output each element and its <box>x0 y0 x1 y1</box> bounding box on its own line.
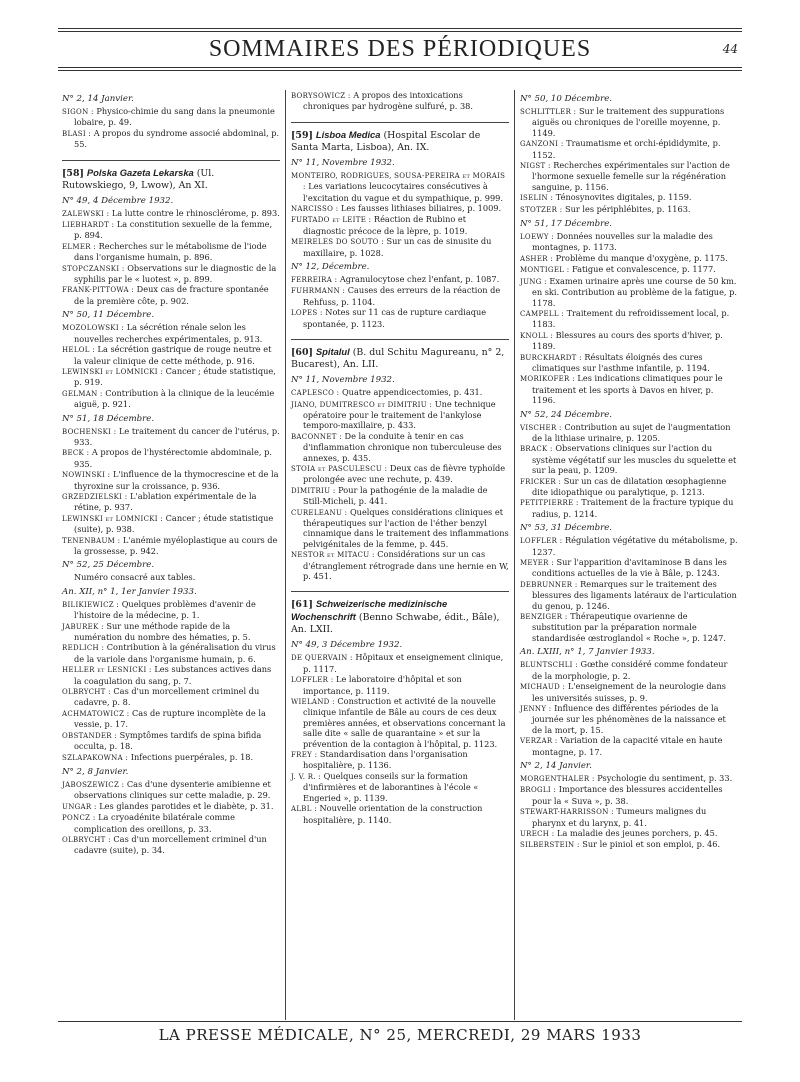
article-author: BENZIGER : <box>519 613 568 622</box>
article-title: La sécrétion rénale selon les nouvelles recherches expérimentales, p. 913. <box>74 322 263 344</box>
article-author: MONTEIRO, RODRIGUES, SOUSA-PEREIRA et MORAIS : <box>290 171 506 192</box>
article-title: Quelques problèmes d'avenir de l'histoire de la médecine, p. 1. <box>74 598 256 621</box>
article-author: NIGST : <box>519 162 551 171</box>
article-author: LOFFLER : <box>519 537 563 546</box>
header-rule <box>58 67 742 68</box>
article-entry <box>291 236 509 258</box>
article-title: Le traitement du cancer de l'utérus, p. 933. <box>74 425 280 447</box>
article-title: Agranulocytose chez l'enfant, p. 1087. <box>339 274 500 285</box>
article-entry <box>520 773 738 784</box>
article-entry <box>62 708 280 730</box>
article-author: ELMER : <box>62 242 96 251</box>
article-entry <box>520 828 738 839</box>
article-entry <box>291 771 509 803</box>
article-author: MONTIGEL : <box>519 266 570 275</box>
article-title: Les fausses lithiases biliaires, p. 1009. <box>340 203 502 214</box>
article-author: SZLAPAKOWNA : <box>62 753 129 762</box>
issue-heading: N° 50, 11 Décembre. <box>62 310 155 321</box>
article-author: URECH : <box>519 829 555 838</box>
article-entry <box>520 422 738 444</box>
issue-heading: N° 51, 17 Décembre. <box>519 219 613 230</box>
article-entry <box>62 599 280 621</box>
article-author: FURTADO et LEITE : <box>290 216 372 225</box>
article-title: Notes sur 11 cas de rupture cardiaque spontanée, p. 1123. <box>302 307 487 329</box>
article-title: Quatre appendicectomies, p. 431. <box>341 387 483 398</box>
header-rule-2 <box>58 70 742 71</box>
article-author: HELOL : <box>62 346 95 355</box>
article-entry <box>62 241 280 263</box>
column-divider <box>285 90 286 1020</box>
article-title: Importance des blessures accidentelles pour la « Suva », p. 38. <box>531 784 723 806</box>
article-title: Réaction de Rubino et diagnostic précoce de la lèpre, p. 1019. <box>302 214 468 236</box>
journal-heading <box>62 160 280 192</box>
article-author: BOCHENSKI : <box>62 427 117 436</box>
article-entry <box>520 106 738 138</box>
article-entry <box>520 160 738 192</box>
article-author: LOFFLER : <box>290 676 334 685</box>
journal-number: [58] <box>62 167 84 179</box>
article-title: Les substances actives dans la coagulation du sang, p. 7. <box>74 664 272 686</box>
journal-heading <box>291 122 509 154</box>
article-author: SILBERSTEIN : <box>519 841 580 850</box>
article-author: ASHER : <box>519 254 553 263</box>
article-title: La sécrétion gastrique de rouge neutre et la valeur clinique de cette méthode, p. 916. <box>74 344 272 366</box>
journal-number: [61] <box>290 599 313 611</box>
article-title: Cancer ; étude statistique (suite), p. 938. <box>74 512 274 535</box>
article-title: A propos des intoxications chroniques par hydrogène sulfuré, p. 38. <box>302 90 473 112</box>
article-entry <box>520 703 738 735</box>
article-title: Sur un cas de sinusite du maxillaire, p. 1028. <box>302 236 492 258</box>
article-author: WIELAND : <box>290 698 335 707</box>
article-entry <box>520 579 738 611</box>
journal-info: (Benno Schwabe, édit., Bâle), An. LXII. <box>290 612 500 636</box>
article-title: L'influence de la thymocrescine et de la thyroxine sur la croissance, p. 936. <box>74 469 279 491</box>
article-author: STOPCZANSKI : <box>62 264 125 273</box>
article-author: JUNG : <box>519 277 547 286</box>
article-entry <box>62 834 280 856</box>
journal-name: Lisboa Medica <box>315 128 381 140</box>
article-author: GRZEDZIELSKI : <box>62 492 128 501</box>
article-entry <box>291 674 509 696</box>
article-title: Cancer ; étude statistique, p. 919. <box>74 365 276 388</box>
article-entry <box>520 535 738 557</box>
article-entry <box>520 204 738 215</box>
article-title: Quelques considérations cliniques et thérapeutiques sur l'action de l'éther benzyl cinnamique dans le traitement des inflammations pelvigénitales de la femme, p. 445. <box>302 506 509 549</box>
article-author: MEIRELES DO SOUTO : <box>290 238 384 247</box>
article-author: DE QUERVAIN : <box>290 654 353 663</box>
article-title: Cas de rupture incomplète de la vessie, p. 17. <box>74 707 266 730</box>
article-entry <box>520 276 738 308</box>
issue-heading: N° 2, 8 Janvier. <box>62 766 129 777</box>
journal-info: (Hospital Escolar de Santa Marta, Lisboa), An. IX. <box>290 129 481 153</box>
article-title: La maladie des jeunes porchers, p. 45. <box>557 827 718 838</box>
issue-heading: N° 2, 14 Janvier. <box>62 94 134 104</box>
article-entry <box>62 366 280 388</box>
article-entry <box>291 170 509 203</box>
article-author: ALBL : <box>290 805 317 814</box>
article-title: Les indications climatiques pour le traitement et les sports à Davos en hiver, p. 1196. <box>531 373 723 406</box>
article-author: MEYER : <box>519 559 554 568</box>
page-number: 44 <box>722 42 738 56</box>
article-author: BROGLI : <box>519 786 557 795</box>
article-title: Traitement de la fracture typique du radius, p. 1214. <box>531 497 734 519</box>
article-entry <box>291 214 509 236</box>
page-title: SOMMAIRES DES PÉRIODIQUES <box>208 35 592 62</box>
article-title: Remarques sur le traitement des blessures des ligaments latéraux de l'articulation du genou, p. 1246. <box>531 578 737 611</box>
article-title: Pour la pathogénie de la maladie de Still-Micheli, p. 441. <box>302 484 488 507</box>
article-title: Sur l'apparition d'avitaminose B dans les conditions actuelles de la vie à Bâle, p. 1243. <box>531 557 727 579</box>
article-title: L'ablation expérimentale de la rétine, p. 937. <box>74 490 257 513</box>
issue-heading: N° 52, 24 Décembre. <box>519 409 613 420</box>
article-title: La constitution sexuelle de la femme, p. 894. <box>74 219 273 241</box>
article-title: Gœthe considéré comme fondateur de la morphologie, p. 2. <box>531 659 728 681</box>
article-author: MORGENTHALER : <box>519 774 595 783</box>
article-title: La lutte contre le rhinosclérome, p. 893. <box>111 207 280 218</box>
issue-heading: N° 2, 14 Janvier. <box>519 760 592 771</box>
article-title: Examen urinaire après une course de 50 km. en ski. Contribution au problème de la fatigue, p. 1178. <box>531 275 737 308</box>
article-title: Psychologie du sentiment, p. 33. <box>597 772 733 783</box>
page-header <box>58 34 742 64</box>
article-entry <box>291 485 509 507</box>
article-author: LEWINSKI et LOMNICKI : <box>62 514 164 523</box>
article-entry <box>62 106 280 128</box>
article-entry <box>520 839 738 850</box>
article-title: Infections puerpérales, p. 18. <box>130 751 254 762</box>
column-3 <box>516 90 742 1020</box>
journal-info: (Ul. Rutowskiego, 9, Lwow), An XI. <box>62 167 215 191</box>
top-rule <box>58 28 742 29</box>
article-entry <box>520 231 738 253</box>
article-entry <box>62 642 280 664</box>
article-entry <box>291 803 509 825</box>
article-entry <box>291 274 509 285</box>
article-author: FUHRMANN : <box>290 287 346 296</box>
article-author: JIANO, DUMITRESCO et DIMITRIU : <box>290 400 433 409</box>
article-author: NARCISSO : <box>290 205 339 214</box>
article-author: MORIKOFER : <box>519 375 575 384</box>
article-title: Hôpitaux et enseignement clinique, p. 1117. <box>302 652 504 674</box>
article-entry <box>520 611 738 643</box>
article-entry <box>62 513 280 535</box>
article-entry <box>520 497 738 519</box>
article-entry <box>520 806 738 828</box>
journal-heading <box>291 591 509 636</box>
article-title: Données nouvelles sur la maladie des montagnes, p. 1173. <box>531 231 713 253</box>
article-author: PONCZ : <box>62 814 96 823</box>
article-entry <box>62 686 280 708</box>
article-title: Sur les périphlébites, p. 1163. <box>564 203 691 214</box>
article-title: Observations cliniques sur l'action du système végétatif sur les muscles du squelette et sur la peau, p. 1209. <box>531 443 737 476</box>
article-title: Deux cas de fracture spontanée de la première côte, p. 902. <box>74 284 269 306</box>
article-title: Standardisation dans l'organisation hospitalière, p. 1136. <box>302 749 468 771</box>
article-entry <box>62 263 280 285</box>
article-entry <box>62 128 280 150</box>
article-title: Observations sur le diagnostic de la syphilis par le « luotest », p. 899. <box>74 262 277 285</box>
article-title: Sur le piniol et son emploi, p. 46. <box>582 839 721 850</box>
article-author: KNOLL : <box>519 331 554 340</box>
article-author: JABOSZEWICZ : <box>62 780 125 789</box>
article-title: Symptômes tardifs de spina bifida occulta, p. 18. <box>74 729 262 752</box>
article-author: FRANK-PITTOWA : <box>62 286 135 295</box>
article-author: LEWINSKI et LOMNICKI : <box>62 367 164 376</box>
columns <box>58 90 742 1020</box>
article-author: VISCHER : <box>519 423 562 432</box>
footer-rule <box>58 1021 742 1022</box>
article-entry <box>62 491 280 513</box>
article-author: MOZOLOWSKI : <box>62 324 125 333</box>
article-author: STOTZER : <box>519 205 563 214</box>
article-entry <box>291 285 509 307</box>
article-title: A propos de l'hystérectomie abdominale, p. 935. <box>74 447 272 469</box>
article-entry <box>62 730 280 752</box>
article-entry <box>520 330 738 352</box>
article-author: BURCKHARDT : <box>519 353 582 362</box>
article-author: LIEBHARDT : <box>62 221 115 230</box>
article-entry <box>291 652 509 674</box>
article-entry <box>291 696 509 749</box>
article-entry <box>62 664 280 686</box>
article-title: Sur un cas de dilatation œsophagienne dite idiopathique ou paralytique, p. 1213. <box>531 475 727 497</box>
article-author: LOPES : <box>290 309 323 318</box>
issue-heading: An. XII, n° 1, 1er Janvier 1933. <box>62 586 197 597</box>
article-author: NESTOR et MITACU : <box>290 551 375 560</box>
article-entry <box>62 801 280 812</box>
issue-heading: N° 53, 31 Décembre. <box>519 523 613 534</box>
article-title: De la conduite à tenir en cas d'inflammation chronique non tuberculeuse des annexes, p. 435. <box>302 430 502 463</box>
article-entry <box>62 535 280 557</box>
article-entry <box>291 399 509 431</box>
journal-name: Polska Gazeta Lekarska <box>86 166 194 178</box>
article-title: Résultats éloignés des cures climatiques sur l'asthme infantile, p. 1194. <box>531 351 710 373</box>
article-entry <box>62 621 280 643</box>
article-author: SIGON : <box>62 108 94 116</box>
article-author: BORYSOWICZ : <box>290 92 351 100</box>
article-entry <box>520 681 738 703</box>
article-title: Régulation végétative du métabolisme, p. 1237. <box>531 535 738 557</box>
article-title: Physico-chimie du sang dans la pneumonie lobaire, p. 49. <box>74 106 275 128</box>
article-title: Nouvelle orientation de la construction hospitalière, p. 1140. <box>302 803 483 825</box>
article-author: BILIKIEWICZ : <box>62 600 120 609</box>
article-author: OLBRYCHT : <box>62 688 111 697</box>
article-title: Traitement du refroidissement local, p. 1183. <box>531 307 730 330</box>
article-entry <box>291 431 509 463</box>
journal-number: [59] <box>290 129 313 141</box>
issue-heading: N° 50, 10 Décembre. <box>519 94 613 104</box>
article-title: Variation de la capacité vitale en haute montagne, p. 17. <box>531 735 723 757</box>
issue-heading: N° 52, 25 Décembre. <box>62 560 155 571</box>
journal-number: [60] <box>290 347 313 359</box>
article-entry <box>62 812 280 834</box>
article-author: TENENBAUM : <box>62 536 121 545</box>
article-entry <box>62 208 280 219</box>
article-title: Les variations leucocytaires consécutives à l'excitation du vague et du sympathique, p. 999. <box>302 181 503 203</box>
article-author: ISELIN : <box>519 194 554 203</box>
article-author: BECK : <box>62 449 90 458</box>
article-title: Contribution au sujet de l'augmentation de la lithiase urinaire, p. 1205. <box>531 421 731 443</box>
article-entry <box>62 388 280 410</box>
issue-heading: N° 12, Décembre. <box>290 262 370 273</box>
column-1 <box>58 90 284 1020</box>
article-title: Recherches sur le métabolisme de l'iode dans l'organisme humain, p. 896. <box>74 240 267 263</box>
article-author: UNGAR : <box>62 802 97 811</box>
article-author: FERREIRA : <box>290 276 338 285</box>
article-author: CAPLESCO : <box>290 389 340 398</box>
article-author: STEWART-HARRISSON : <box>519 808 614 817</box>
issue-heading: N° 51, 18 Décembre. <box>62 413 155 424</box>
issue-heading: N° 11, Novembre 1932. <box>290 375 395 386</box>
article-title: Problème du manque d'oxygène, p. 1175. <box>555 252 728 263</box>
article-title: Causes des erreurs de la réaction de Rehfuss, p. 1104. <box>302 285 501 307</box>
article-title: Tumeurs malignes du pharynx et du larynx, p. 41. <box>531 806 707 828</box>
issue-heading: N° 49, 4 Décembre 1932. <box>62 195 174 206</box>
article-title: Sur le traitement des suppurations aiguës ou chroniques de l'oreille moyenne, p. 1149. <box>531 106 725 138</box>
journal-heading <box>291 339 509 371</box>
article-author: PETITPIERRE : <box>519 499 579 508</box>
article-entry <box>62 447 280 469</box>
article-author: CAMPELL : <box>519 309 564 318</box>
article-author: DIMITRIU : <box>290 486 336 495</box>
issue-heading: N° 49, 3 Décembre 1932. <box>290 640 403 651</box>
article-title: Considérations sur un cas d'étranglement rétrograde dans une hernie en W, p. 451. <box>302 549 509 581</box>
article-author: NOWINSKI : <box>62 471 111 480</box>
article-entry <box>62 322 280 344</box>
article-title: Deux cas de fièvre typhoïde prolongée avec une rechute, p. 439. <box>302 462 506 485</box>
article-entry <box>62 219 280 241</box>
article-entry <box>291 463 509 485</box>
article-entry <box>520 264 738 275</box>
article-author: JABUREK : <box>62 622 104 631</box>
article-author: DEBRUNNER : <box>519 580 578 589</box>
article-entry <box>291 507 509 550</box>
article-entry <box>520 443 738 475</box>
article-title: Cas d'un morcellement criminel d'un cadavre (suite), p. 34. <box>74 833 267 856</box>
article-author: ACHMATOWICZ : <box>62 709 130 718</box>
article-entry <box>520 352 738 374</box>
article-title: Sur une méthode rapide de la numération du nombre des hématies, p. 5. <box>74 620 251 643</box>
article-entry <box>520 557 738 579</box>
article-author: BRACK : <box>519 445 553 454</box>
article-entry <box>520 735 738 757</box>
article-entry <box>520 784 738 806</box>
article-author: FREY : <box>290 751 318 760</box>
article-title: Recherches expérimentales sur l'action de l'hormone sexuelle femelle sur la régénération sanguine, p. 1156. <box>531 160 730 192</box>
article-title: Une technique opératoire pour le traitement de l'ankylose temporo-maxillaire, p. 433. <box>302 398 496 431</box>
article-author: J. V. R. : <box>290 772 322 781</box>
article-author: STOIA et PASCULESCU : <box>290 464 388 473</box>
issue-note: Numéro consacré aux tables. <box>74 572 196 583</box>
article-entry <box>62 752 280 763</box>
article-author: JENNY : <box>519 704 552 713</box>
issue-heading: N° 11, Novembre 1932. <box>290 157 395 168</box>
article-title: Influence des différentes périodes de la journée sur les phénomènes de la naissance et de la mort, p. 15. <box>531 702 726 735</box>
article-title: Ténosynovites digitales, p. 1159. <box>555 192 692 203</box>
article-author: HELLER et LESNICKI : <box>62 666 152 675</box>
column-2 <box>287 90 513 1020</box>
article-author: VERZAR : <box>519 737 558 746</box>
article-title: L'anémie myéloplastique au cours de la grossesse, p. 942. <box>74 534 278 556</box>
article-author: GANZONI : <box>519 140 564 149</box>
article-author: CURELEANU : <box>290 508 348 517</box>
article-author: BLUNTSCHLI : <box>519 661 578 670</box>
article-title: Quelques conseils sur la formation d'infirmières et de laborantines à l'école « Engeried », p. 1139. <box>302 770 479 803</box>
article-author: OLBRYCHT : <box>62 835 111 844</box>
article-author: REDLICH : <box>62 644 105 653</box>
article-entry <box>520 476 738 498</box>
article-title: L'enseignement de la neurologie dans les universités suisses, p. 9. <box>531 681 726 703</box>
article-entry <box>291 387 509 398</box>
article-entry <box>62 344 280 366</box>
article-entry <box>291 90 509 112</box>
article-title: Le laboratoire d'hôpital et son importance, p. 1119. <box>302 674 462 696</box>
article-entry <box>520 308 738 330</box>
article-author: MICHAUD : <box>519 683 566 692</box>
article-entry <box>291 549 509 581</box>
article-author: LOEWY : <box>519 233 554 242</box>
article-title: Traumatisme et orchi-épididymite, p. 1152. <box>531 138 721 160</box>
article-author: BACONNET : <box>290 432 342 441</box>
article-entry <box>520 659 738 681</box>
article-entry <box>62 426 280 448</box>
article-entry <box>520 192 738 203</box>
article-author: GELMAN : <box>62 389 103 398</box>
article-entry <box>291 203 509 214</box>
article-entry <box>62 469 280 491</box>
article-author: BLASI : <box>62 129 92 138</box>
issue-heading: An. LXIII, n° 1, 7 Janvier 1933. <box>519 647 655 658</box>
article-title: Blessures au cours des sports d'hiver, p. 1189. <box>531 329 723 352</box>
article-title: Cas d'une dysenterie amibienne et observations cliniques sur cette maladie, p. 29. <box>74 778 271 801</box>
article-author: OBSTANDER : <box>62 731 118 740</box>
article-title: Cas d'un morcellement criminel du cadavre, p. 8. <box>74 686 260 708</box>
article-entry <box>62 284 280 306</box>
top-rule-2 <box>58 31 742 32</box>
article-title: Construction et activité de la nouvelle clinique infantile de Bâle au cours de ces deux premières années, et observations concernant la salle dite « salle de quarantaine » et sur la prévention de la contagion à l'hôpital, p. 1123. <box>302 696 506 749</box>
article-entry <box>520 253 738 264</box>
article-entry <box>62 779 280 801</box>
article-title: Contribution à la généralisation du virus de la variole dans l'organisme humain, p. 6. <box>74 642 276 664</box>
article-title: Thérapeutique ovarienne de substitution par la préparation normale standardisée œstroglandol « Roche », p. 1247. <box>531 611 726 643</box>
article-title: La cryoadénite bilatérale comme complication des oreillons, p. 33. <box>74 812 235 834</box>
article-title: A propos du syndrome associé abdominal, p. 55. <box>74 127 280 150</box>
journal-name: Spitalul <box>315 346 350 358</box>
article-entry <box>291 307 509 329</box>
article-entry <box>520 373 738 405</box>
article-title: Les glandes parotides et le diabète, p. 31. <box>99 800 274 811</box>
journal-name: Schweizerische medizinische Wochenschrift <box>290 598 448 623</box>
column-divider <box>514 90 515 1020</box>
page-footer: LA PRESSE MÉDICALE, N° 25, MERCREDI, 29 MARS 1933 <box>158 1026 642 1044</box>
article-title: Fatigue et convalescence, p. 1177. <box>571 264 716 275</box>
article-title: Contribution à la clinique de la leucémie aiguë, p. 921. <box>74 387 275 410</box>
article-author: FRICKER : <box>519 477 562 486</box>
article-entry <box>520 138 738 160</box>
article-author: ZALEWSKI : <box>62 209 110 218</box>
article-author: SCHLITTLER : <box>519 108 577 116</box>
journal-info: (B. dul Schitu Magureanu, n° 2, Bucarest), An. LII. <box>290 347 505 371</box>
article-entry <box>291 749 509 771</box>
